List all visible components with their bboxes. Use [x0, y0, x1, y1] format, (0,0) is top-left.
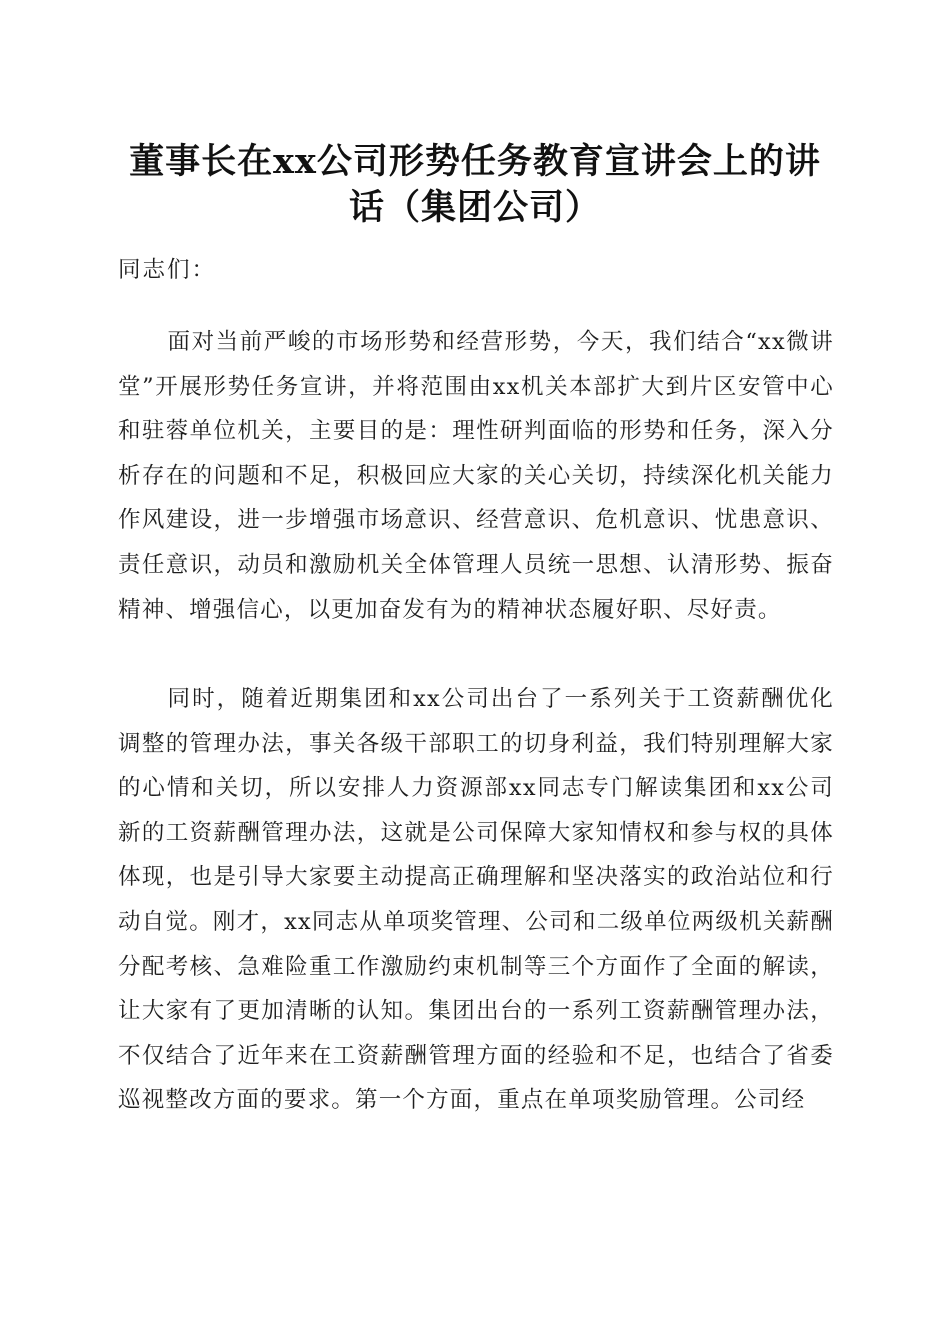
document-title-line-1: 董事长在xx公司形势任务教育宣讲会上的讲 [129, 141, 821, 182]
paragraph-2: 同时，随着近期集团和xx公司出台了一系列关于工资薪酬优化调整的管理办法，事关各级干部职工的切身利益，我们特别理解大家的心情和关切，所以安排人力资源部xx同志专门解读集团和xx公司新的工资薪酬管理办法，这就是公司保障大家知情权和参与权的具体体现，也是引导大家要主动提高正确理解和坚决落实的政治站位和行动自觉。刚才，xx同志从单项奖管理、公司和二级单位两级机关薪酬分配考核、急难险重工作激励约束机制等三个方面作了全面的解读，让大家有了更加清晰的认知。集团出台的一系列工资薪酬管理办法，不仅结合了近年来在工资薪酬管理方面的经验和不足，也结合了省委巡视整改方面的要求。第一个方面，重点在单项奖励管理。公司经 [118, 686, 834, 1114]
document-title-line-2: 话（集团公司） [348, 187, 601, 228]
paragraph-1: 面对当前严峻的市场形势和经营形势，今天，我们结合“xx微讲堂”开展形势任务宣讲，并将范围由xx机关本部扩大到片区安管中心和驻蓉单位机关，主要目的是：理性研判面临的形势和任务，深入分析存在的问题和不足，积极回应大家的关心关切，持续深化机关能力作风建设，进一步增强市场意识、经营意识、危机意识、忧患意识、责任意识，动员和激励机关全体管理人员统一思想、认清形势、振奋精神、增强信心，以更加奋发有为的精神状态履好职、尽好责。 [118, 329, 834, 623]
salutation: 同志们： [118, 257, 217, 283]
